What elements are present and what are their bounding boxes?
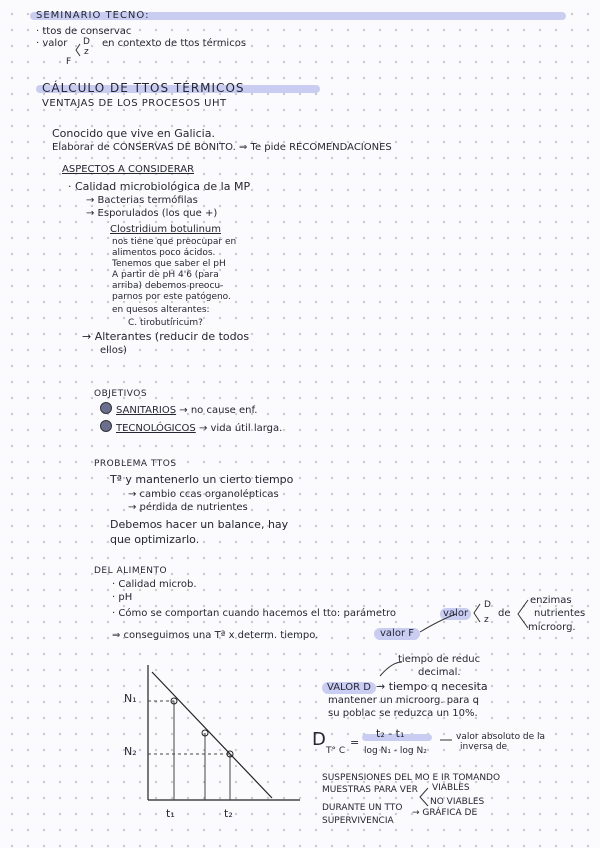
header-valor-z: z bbox=[84, 47, 89, 57]
survival-line bbox=[152, 672, 272, 798]
alimento-bullet-2: · pH bbox=[112, 592, 133, 603]
valor-z-letter: z bbox=[484, 615, 489, 625]
clostridium-note-2: alimentos poco ácidos. bbox=[112, 248, 216, 258]
tecnologicos-label: TECNOLÓGICOS bbox=[116, 423, 196, 434]
tecnologicos-desc: → vida útil larga. bbox=[198, 423, 283, 434]
suspensiones-grafica: → GRÁFICA DE bbox=[412, 808, 478, 818]
problema-line-4: Debemos hacer un balance, hay bbox=[110, 518, 289, 531]
aspectos-bacterias: → Bacterias termófilas bbox=[86, 195, 198, 206]
alimento-bullet-1: · Calidad microb. bbox=[112, 579, 197, 590]
valor-d-label: VALOR D bbox=[322, 682, 376, 694]
valor-d-reduc-1: tiempo de reduc bbox=[398, 654, 481, 665]
enzimas-label: enzimas bbox=[530, 595, 572, 606]
clostridium-tiro: C. tirobutíricum? bbox=[128, 318, 203, 328]
aspectos-title: ASPECTOS A CONSIDERAR bbox=[62, 164, 195, 175]
header-valor-f: F bbox=[66, 57, 72, 67]
valor-d-line-2: mantener un microorg. para q bbox=[328, 695, 479, 706]
problema-line-1: Tª y mantenerlo un cierto tiempo bbox=[110, 473, 294, 486]
suspensiones-viables: VIABLES bbox=[432, 783, 470, 793]
y-tick-n1: N₁ bbox=[124, 692, 137, 705]
clostridium-note-5: arriba) debemos preocu- bbox=[112, 281, 224, 291]
formula-temp: T° C bbox=[326, 746, 346, 756]
sanitarios-desc: → no cause enf. bbox=[179, 405, 258, 416]
formula-d: D bbox=[312, 729, 326, 750]
clostridium-note-7: en quesos alterantes: bbox=[112, 305, 210, 315]
sanitarios-label: SANITARIOS bbox=[116, 405, 177, 416]
header-context: en contexto de ttos térmicos bbox=[102, 38, 247, 49]
clostridium-note-3: Tenemos que saber el pH bbox=[112, 259, 226, 269]
x-tick-t2: t₂ bbox=[224, 807, 233, 820]
problema-line-3: → pérdida de nutrientes bbox=[128, 502, 248, 513]
microorg-label: microorg. bbox=[528, 622, 576, 633]
nutrientes-label: nutrientes bbox=[534, 608, 586, 619]
alimento-bullet-4: ⇒ conseguimos una Tª x determ. tiempo. bbox=[112, 630, 319, 641]
viables-brace-icon bbox=[420, 788, 428, 806]
alimento-bullet-3: · Cómo se comportan cuando hacemos el tto: parámetro bbox=[112, 608, 397, 619]
intro-line-2: Elaborar de CONSERVAS DE BONITO. ⇒ Te pide RECOMENDACIONES bbox=[52, 142, 392, 153]
formula-note-2: inversa de bbox=[460, 742, 508, 752]
valor-de: de bbox=[498, 608, 511, 619]
valor-d-letter: D bbox=[484, 600, 491, 610]
clostridium-note-4: A partir de pH 4'6 (para bbox=[112, 270, 219, 280]
aspectos-calidad: · Calidad microbiológica de la MP bbox=[68, 180, 251, 193]
suspensiones-line-4: SUPERVIVENCIA bbox=[322, 816, 394, 826]
valor-dz-brace-icon bbox=[474, 604, 480, 622]
section-title: CÁLCULO DE TTOS TÉRMICOS bbox=[42, 81, 245, 95]
section-subtitle: VENTAJAS DE LOS PROCESOS UHT bbox=[42, 98, 227, 109]
valor-d-line-1: → tiempo q necesita bbox=[376, 680, 488, 693]
header-valor: · valor bbox=[36, 38, 68, 49]
formula-denominator: log N₁ - log N₂ bbox=[364, 746, 427, 756]
problema-line-2: → cambio ccas organolépticas bbox=[128, 489, 279, 500]
aspectos-esporulados: → Esporulados (los que +) bbox=[86, 208, 218, 219]
valor-d-reduc-2: decimal. bbox=[418, 667, 461, 678]
header-line-1: · ttos de conservac bbox=[36, 26, 132, 37]
alimento-title: DEL ALIMENTO bbox=[94, 566, 168, 576]
chart-axes bbox=[148, 665, 300, 800]
y-tick-n2: N₂ bbox=[124, 745, 137, 758]
suspensiones-line-3: DURANTE UN TTO bbox=[322, 803, 403, 813]
intro-line-1: Conocido que vive en Galicia. bbox=[52, 127, 215, 140]
valor-highlight: valor bbox=[440, 608, 471, 620]
valor-brace-icon bbox=[76, 44, 80, 56]
enzimas-brace-icon bbox=[518, 600, 528, 628]
x-tick-t1: t₁ bbox=[166, 807, 175, 820]
page-title: SEMINARIO TECNO: bbox=[36, 10, 150, 21]
valor-f-arrow-icon bbox=[420, 614, 456, 632]
clostridium-note-1: nos tiene que preocupar en bbox=[112, 237, 237, 247]
formula-equals: = bbox=[350, 736, 360, 749]
header-valor-d: D bbox=[83, 37, 90, 47]
formula-numerator: t₂ - t₁ bbox=[376, 727, 405, 740]
aspectos-alterantes-2: ellos) bbox=[100, 345, 127, 356]
valor-d-line-3: su poblac se reduzca un 10%. bbox=[328, 708, 478, 719]
aspectos-alterantes-1: → Alterantes (reducir de todos bbox=[82, 330, 250, 343]
clostridium-heading: Clostridium botulinum bbox=[110, 224, 221, 235]
suspensiones-line-1: SUSPENSIONES DEL MO E IR TOMANDO bbox=[322, 773, 501, 783]
suspensiones-no-viables: NO VIABLES bbox=[430, 797, 485, 807]
suspensiones-line-2: MUESTRAS PARA VER bbox=[322, 785, 418, 795]
problema-line-5: que optimizarlo. bbox=[110, 533, 200, 546]
objetivos-title: OBJETIVOS bbox=[94, 389, 148, 399]
valor-f-highlight: valor F bbox=[374, 628, 420, 640]
clostridium-note-6: parnos por este patógeno. bbox=[112, 292, 231, 302]
problema-title: PROBLEMA TTOS bbox=[94, 459, 177, 469]
formula-note-1: valor absoluto de la bbox=[456, 732, 546, 742]
